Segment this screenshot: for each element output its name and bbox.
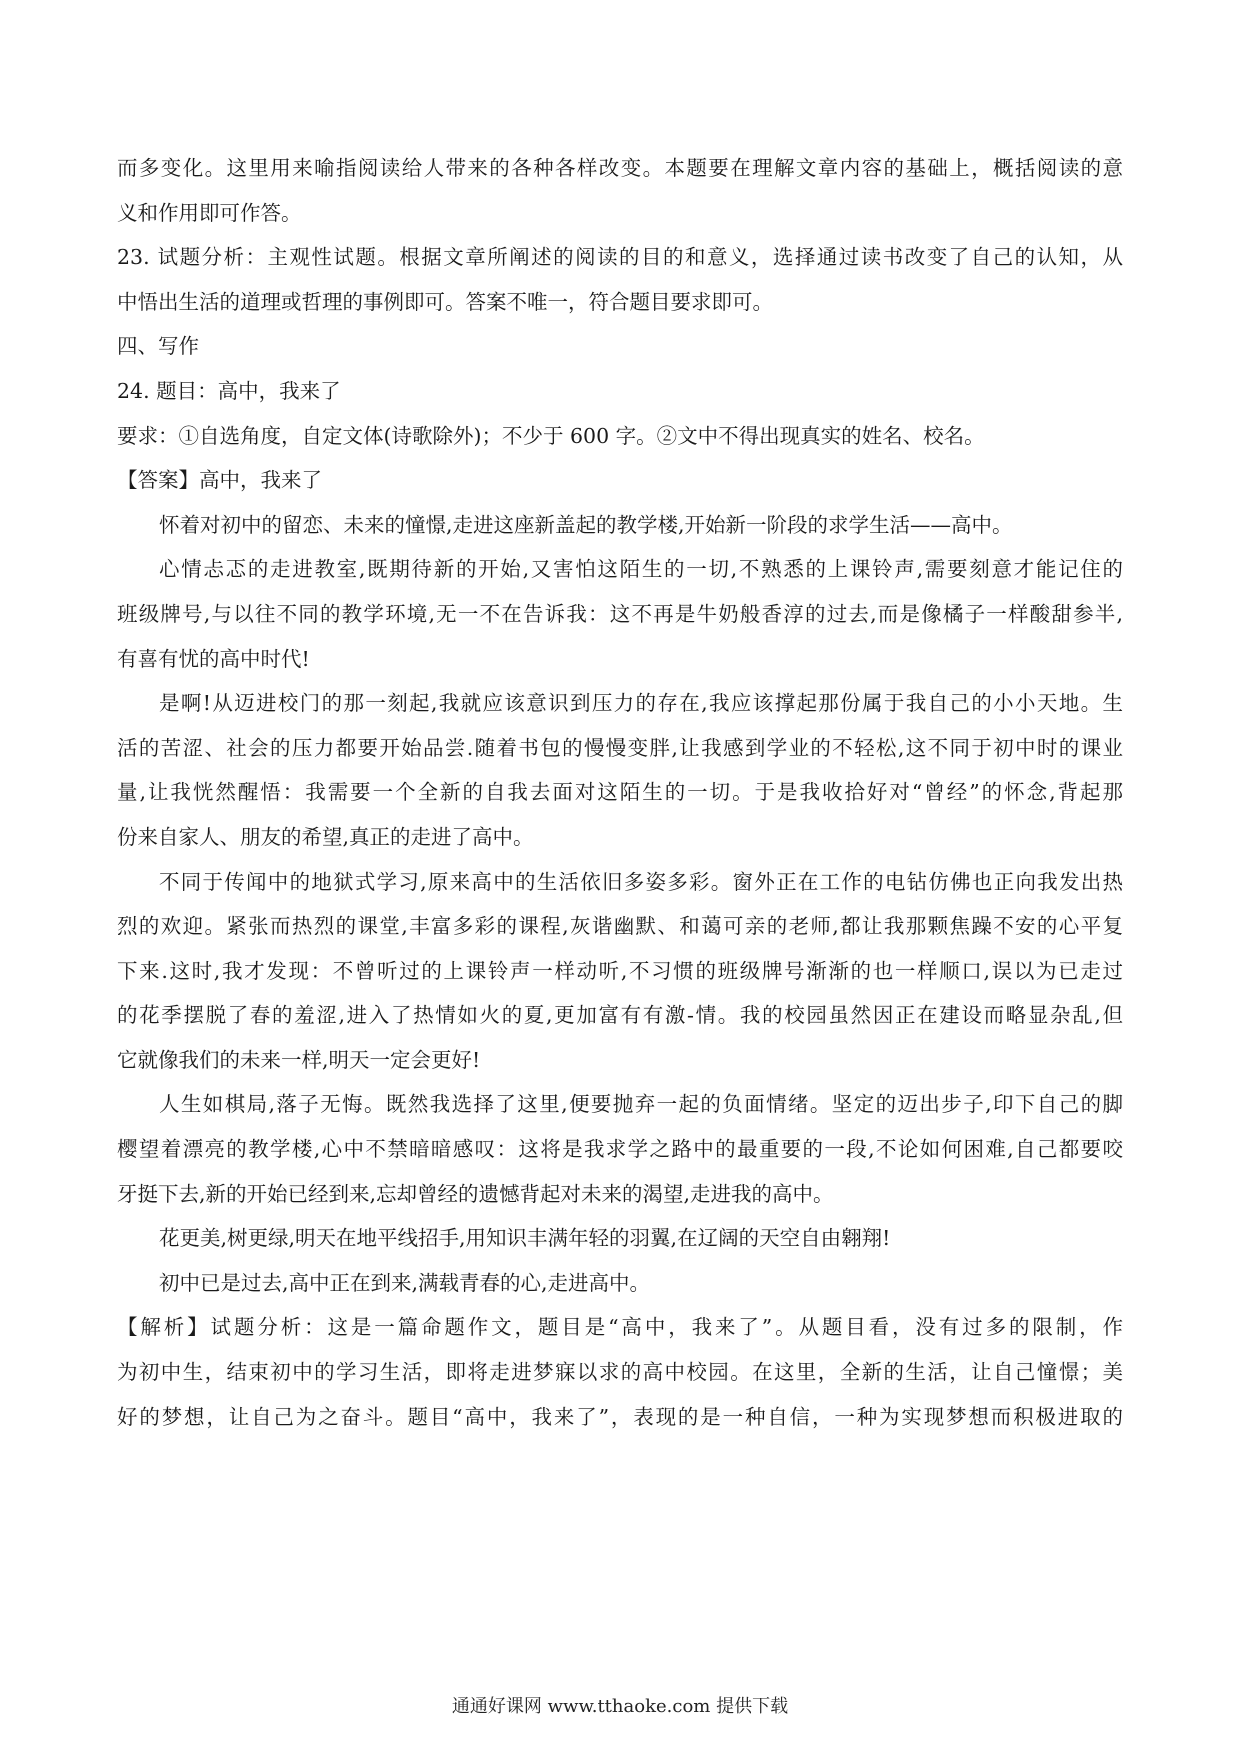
- essay-line: 下来.这时,我才发现：不曾听过的上课铃声一样动听,不习惯的班级牌号渐渐的也一样顺口,误以为已走过: [117, 958, 1123, 983]
- analysis-line: 为初中生，结束初中的学习生活，即将走进梦寐以求的高中校园。在这里，全新的生活，让自己憧憬；美: [117, 1360, 1123, 1385]
- essay-line: 花更美,树更绿,明天在地平线招手,用知识丰满年轻的羽翼,在辽阔的天空自由翱翔!: [159, 1226, 891, 1251]
- essay-line: 不同于传闻中的地狱式学习,原来高中的生活依旧多姿多彩。窗外正在工作的电钻仿佛也正向我发出热: [159, 869, 1123, 894]
- answer-heading: 【答案】高中，我来了: [117, 468, 322, 493]
- requirements: 要求：①自选角度，自定文体(诗歌除外)；不少于 600 字。②文中不得出现真实的姓名、校名。: [117, 423, 985, 448]
- text-line: 23. 试题分析：主观性试题。根据文章所阐述的阅读的目的和意义，选择通过读书改变了自己的认知，从: [117, 245, 1123, 270]
- section-heading: 四、写作: [117, 334, 199, 359]
- question-title: 24. 题目：高中，我来了: [117, 378, 341, 403]
- essay-line: 它就像我们的未来一样,明天一定会更好!: [117, 1047, 481, 1072]
- essay-line: 份来自家人、朋友的希望,真正的走进了高中。: [117, 824, 534, 849]
- text-line: 而多变化。这里用来喻指阅读给人带来的各种各样改变。本题要在理解文章内容的基础上，概括阅读的意: [117, 156, 1123, 180]
- essay-line: 牙挺下去,新的开始已经到来,忘却曾经的遗憾背起对未来的渴望,走进我的高中。: [117, 1181, 834, 1206]
- body-text: [117, 146, 1123, 1439]
- essay-line: 是啊!从迈进校门的那一刻起,我就应该意识到压力的存在,我应该撑起那份属于我自己的小小天地。生: [159, 691, 1123, 716]
- essay-line: 人生如棋局,落子无悔。既然我选择了这里,便要抛弃一起的负面情绪。坚定的迈出步子,印下自己的脚: [159, 1092, 1123, 1117]
- analysis-line: 【解析】试题分析：这是一篇命题作文，题目是“高中，我来了”。从题目看，没有过多的限制，作: [117, 1315, 1123, 1340]
- essay-line: 班级牌号,与以往不同的教学环境,无一不在告诉我：这不再是牛奶般香淳的过去,而是像橘子一样酸甜参半,: [117, 601, 1123, 626]
- essay-line: 有喜有忧的高中时代!: [117, 646, 310, 671]
- essay-line: 活的苦涩、社会的压力都要开始品尝.随着书包的慢慢变胖,让我感到学业的不轻松,这不同于初中时的课业: [117, 735, 1123, 760]
- essay-line: 心情忐忑的走进教室,既期待新的开始,又害怕这陌生的一切,不熟悉的上课铃声,需要刻意才能记住的: [159, 557, 1123, 582]
- essay-line: 樱望着漂亮的教学楼,心中不禁暗暗感叹：这将是我求学之路中的最重要的一段,不论如何困难,自己都要咬: [117, 1137, 1123, 1162]
- page-footer: 通通好课网 www.tthaoke.com 提供下载: [451, 1696, 789, 1717]
- essay-line: 量,让我恍然醒悟：我需要一个全新的自我去面对这陌生的一切。于是我收拾好对“曾经”的怀念,背起那: [117, 780, 1123, 805]
- text-line: 中悟出生活的道理或哲理的事例即可。答案不唯一，符合题目要求即可。: [117, 289, 773, 314]
- essay-line: 烈的欢迎。紧张而热烈的课堂,丰富多彩的课程,灰谐幽默、和蔼可亲的老师,都让我那颗焦躁不安的心平复: [117, 914, 1123, 939]
- essay-line: 的花季摆脱了春的羞涩,进入了热情如火的夏,更加富有有激-情。我的校园虽然因正在建设而略显杂乱,但: [117, 1003, 1123, 1028]
- essay-line: 怀着对初中的留恋、未来的憧憬,走进这座新盖起的教学楼,开始新一阶段的求学生活——高中。: [159, 512, 1013, 537]
- essay-line: 初中已是过去,高中正在到来,满载青春的心,走进高中。: [159, 1270, 651, 1295]
- text-line: 义和作用即可作答。: [117, 200, 302, 225]
- analysis-line: 好的梦想，让自己为之奋斗。题目“高中，我来了”，表现的是一种自信，一种为实现梦想而积极进取的: [117, 1404, 1123, 1429]
